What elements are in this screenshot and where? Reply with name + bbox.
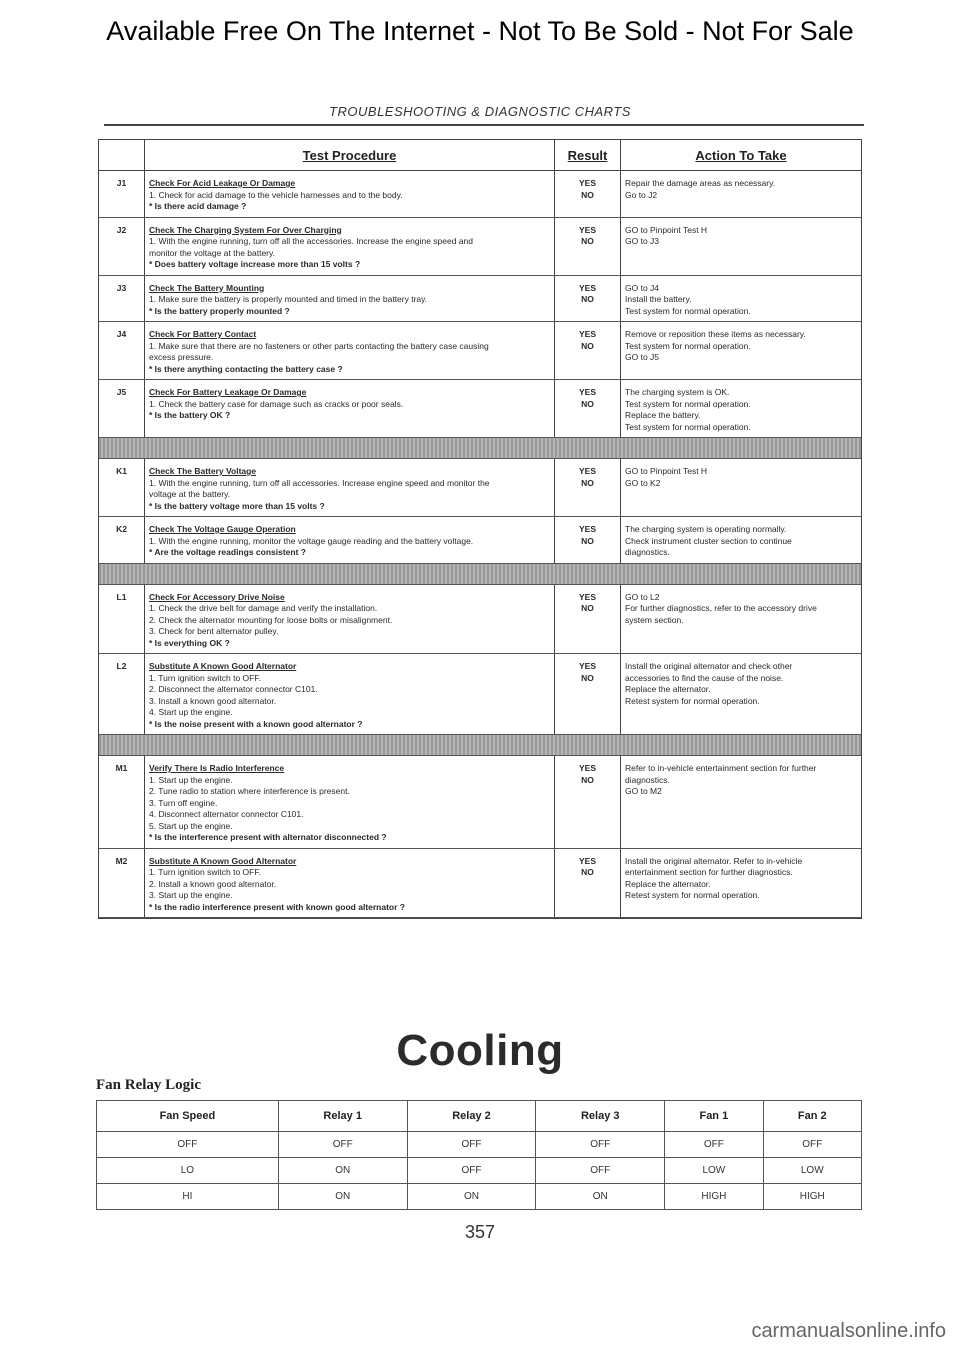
fan-relay-column-header: Relay 3: [536, 1101, 665, 1132]
result-value: YES: [578, 855, 596, 866]
action-line: GO to J4: [625, 282, 660, 293]
action-line: GO to J3: [625, 236, 660, 246]
table-cell: OFF: [97, 1132, 279, 1158]
test-procedure-cell: [145, 322, 555, 379]
result-cell: [555, 380, 621, 437]
result-cell: [555, 218, 621, 275]
result-value: NO: [581, 867, 594, 877]
step-instruction: 1. Turn ignition switch to OFF.: [149, 867, 261, 877]
step-instruction: 3. Check for bent alternator pulley.: [149, 626, 279, 636]
table-cell: OFF: [665, 1132, 763, 1158]
action-line: GO to Pinpoint Test H: [625, 224, 708, 235]
table-cell: OFF: [278, 1132, 407, 1158]
step-id: J5: [99, 380, 145, 437]
action-line: The charging system is OK.: [625, 387, 730, 397]
table-cell: HI: [97, 1184, 279, 1210]
step-title: Substitute A Known Good Alternator: [149, 855, 297, 866]
action-line: The charging system is operating normally.: [625, 524, 787, 534]
step-instruction: 1. With the engine running, monitor the voltage gauge reading and the battery voltage.: [149, 535, 474, 546]
step-question: * Is the interference present with alternator disconnected ?: [149, 832, 387, 842]
step-id: J3: [99, 276, 145, 322]
result-cell: [555, 171, 621, 217]
step-instruction: excess pressure.: [149, 352, 214, 362]
diagnostic-row: [99, 322, 861, 380]
step-instruction: 1. Check the battery case for damage such as cracks or poor seals.: [149, 398, 404, 409]
result-cell: [555, 756, 621, 848]
step-id: K2: [99, 517, 145, 563]
step-instruction: 1. Check the drive belt for damage and verify the installation.: [149, 603, 378, 613]
action-cell: [621, 380, 861, 437]
diagnostic-body: [99, 171, 861, 918]
result-cell: [555, 654, 621, 734]
table-cell: ON: [407, 1184, 536, 1210]
step-question: * Is the noise present with a known good alternator ?: [149, 718, 363, 729]
diagnostic-row: [99, 380, 861, 438]
action-line: accessories to find the cause of the noise.: [625, 672, 784, 683]
step-instruction: 2. Install a known good alternator.: [149, 878, 277, 889]
table-row: [97, 1158, 862, 1184]
step-title: Check The Battery Voltage: [149, 466, 257, 476]
result-value: YES: [578, 282, 596, 293]
result-value: NO: [581, 774, 594, 785]
diagnostic-row: [99, 585, 861, 655]
diagnostic-row: [99, 276, 861, 323]
step-instruction: 1. With the engine running, turn off all the accessories. Increase the engine speed and: [149, 236, 473, 246]
action-cell: [621, 218, 861, 275]
step-instruction: 5. Start up the engine.: [149, 820, 233, 831]
action-line: Retest system for normal operation.: [625, 695, 760, 706]
action-cell: [621, 276, 861, 322]
step-id: K1: [99, 459, 145, 516]
step-question: * Is the radio interference present with known good alternator ?: [149, 901, 405, 912]
result-cell: [555, 517, 621, 563]
step-title: Substitute A Known Good Alternator: [149, 661, 297, 671]
step-title: Check The Voltage Gauge Operation: [149, 524, 296, 534]
table-cell: LOW: [763, 1158, 861, 1184]
table-cell: ON: [536, 1184, 665, 1210]
test-procedure-cell: [145, 849, 555, 918]
test-procedure-cell: [145, 218, 555, 275]
test-procedure-cell: [145, 756, 555, 848]
section-title: Cooling: [396, 1026, 564, 1075]
step-question: * Is there anything contacting the battery case ?: [149, 363, 343, 374]
step-instruction: 3. Turn off engine.: [149, 797, 218, 808]
step-title: Check For Accessory Drive Noise: [149, 591, 285, 602]
step-instruction: 1. Check for acid damage to the vehicle harnesses and to the body.: [149, 189, 403, 200]
step-title: Check For Battery Leakage Or Damage: [149, 387, 307, 397]
action-cell: [621, 517, 861, 563]
table-row: [97, 1184, 862, 1210]
test-procedure-cell: [145, 459, 555, 516]
action-line: Retest system for normal operation.: [625, 890, 760, 900]
fan-relay-column-header: Fan 1: [665, 1101, 763, 1132]
step-title: Check The Charging System For Over Charging: [149, 224, 342, 235]
action-line: GO to Pinpoint Test H: [625, 466, 708, 476]
action-line: Replace the battery.: [625, 410, 701, 420]
test-procedure-cell: [145, 585, 555, 654]
fan-relay-caption: Fan Relay Logic: [96, 1077, 201, 1093]
step-question: * Is there acid damage ?: [149, 201, 247, 211]
step-instruction: voltage at the battery.: [149, 489, 231, 499]
action-line: Check instrument cluster section to continue: [625, 535, 792, 546]
action-line: For further diagnostics, refer to the accessory drive: [625, 603, 817, 613]
result-value: NO: [581, 477, 594, 488]
result-value: YES: [578, 224, 596, 235]
diagnostic-row: [99, 654, 861, 735]
action-line: Install the original alternator and check other: [625, 661, 793, 671]
action-line: Test system for normal operation.: [625, 398, 751, 409]
action-cell: [621, 654, 861, 734]
step-id: M1: [99, 756, 145, 848]
step-instruction: 2. Disconnect the alternator connector C101.: [149, 684, 318, 694]
step-instruction: 4. Start up the engine.: [149, 707, 233, 717]
step-question: * Is everything OK ?: [149, 637, 230, 648]
test-procedure-header: Test Procedure: [145, 140, 555, 170]
table-cell: LO: [97, 1158, 279, 1184]
step-instruction: 1. With the engine running, turn off all accessories. Increase engine speed and monitor the: [149, 477, 490, 488]
result-cell: [555, 849, 621, 918]
result-cell: [555, 459, 621, 516]
step-id: L2: [99, 654, 145, 734]
step-instruction: 1. Turn ignition switch to OFF.: [149, 672, 261, 683]
step-instruction: 4. Disconnect alternator connector C101.: [149, 809, 304, 819]
result-value: NO: [581, 398, 594, 409]
action-cell: [621, 756, 861, 848]
result-value: NO: [581, 340, 594, 351]
result-value: YES: [578, 591, 596, 602]
result-value: YES: [578, 466, 596, 476]
step-question: * Is the battery OK ?: [149, 410, 231, 420]
action-line: GO to L2: [625, 591, 660, 602]
result-value: YES: [578, 178, 596, 188]
fan-relay-column-header: Fan Speed: [97, 1101, 279, 1132]
step-instruction: monitor the voltage at the battery.: [149, 247, 275, 258]
diagnostic-row: [99, 517, 861, 564]
diagnostic-row: [99, 459, 861, 517]
section-separator: [99, 735, 861, 756]
id-header: [99, 140, 145, 170]
result-header: Result: [555, 140, 621, 170]
table-cell: OFF: [407, 1132, 536, 1158]
table-cell: OFF: [763, 1132, 861, 1158]
action-line: diagnostics.: [625, 547, 670, 557]
action-line: entertainment section for further diagnostics.: [625, 867, 793, 877]
action-line: Install the battery.: [625, 294, 692, 304]
table-cell: OFF: [536, 1158, 665, 1184]
step-question: * Does battery voltage increase more than 15 volts ?: [149, 259, 361, 269]
action-cell: [621, 585, 861, 654]
action-header: Action To Take: [695, 147, 787, 163]
step-question: * Are the voltage readings consistent ?: [149, 547, 306, 557]
result-value: NO: [581, 294, 594, 304]
step-title: Check The Battery Mounting: [149, 282, 265, 293]
chart-title: TROUBLESHOOTING & DIAGNOSTIC CHARTS: [329, 104, 631, 119]
step-question: * Is the battery voltage more than 15 volts ?: [149, 500, 325, 511]
action-cell: [621, 459, 861, 516]
title-rule: [104, 124, 864, 126]
section-separator: [99, 564, 861, 585]
action-line: GO to K2: [625, 477, 661, 488]
test-procedure-cell: [145, 380, 555, 437]
fan-relay-body: [97, 1132, 862, 1210]
page-number: 357: [464, 1222, 496, 1242]
section-separator: [99, 438, 861, 459]
action-line: Test system for normal operation.: [625, 421, 751, 432]
step-id: J4: [99, 322, 145, 379]
step-instruction: 3. Install a known good alternator.: [149, 695, 277, 706]
action-line: system section.: [625, 614, 684, 625]
table-cell: OFF: [407, 1158, 536, 1184]
table-cell: OFF: [536, 1132, 665, 1158]
diagnostic-row: [99, 849, 861, 919]
step-id: M2: [99, 849, 145, 918]
action-line: GO to M2: [625, 786, 662, 796]
action-line: Go to J2: [625, 189, 658, 200]
table-cell: LOW: [665, 1158, 763, 1184]
action-line: Test system for normal operation.: [625, 305, 751, 316]
result-value: YES: [578, 763, 596, 773]
action-line: Test system for normal operation.: [625, 340, 751, 351]
test-procedure-cell: [145, 276, 555, 322]
result-value: YES: [578, 524, 596, 534]
table-cell: ON: [278, 1158, 407, 1184]
table-cell: HIGH: [665, 1184, 763, 1210]
step-id: L1: [99, 585, 145, 654]
fan-relay-table: [96, 1100, 862, 1210]
fan-relay-column-header: Fan 2: [763, 1101, 861, 1132]
action-line: diagnostics.: [625, 774, 670, 785]
step-id: J2: [99, 218, 145, 275]
action-line: GO to J5: [625, 352, 660, 362]
step-question: * Is the battery properly mounted ?: [149, 305, 290, 316]
test-procedure-cell: [145, 171, 555, 217]
action-line: Replace the alternator.: [625, 878, 711, 889]
result-value: YES: [578, 329, 596, 339]
step-id: J1: [99, 171, 145, 217]
action-cell: [621, 171, 861, 217]
fan-relay-column-header: Relay 2: [407, 1101, 536, 1132]
step-title: Verify There Is Radio Interference: [149, 763, 285, 773]
step-instruction: 2. Check the alternator mounting for loose bolts or misalignment.: [149, 614, 393, 625]
step-instruction: 2. Tune radio to station where interference is present.: [149, 786, 350, 796]
step-instruction: 1. Make sure the battery is properly mounted and timed in the battery tray.: [149, 294, 428, 304]
test-procedure-cell: [145, 654, 555, 734]
step-title: Check For Battery Contact: [149, 329, 257, 339]
fan-relay-column-header: Relay 1: [278, 1101, 407, 1132]
step-instruction: 1. Start up the engine.: [149, 774, 233, 785]
step-instruction: 3. Start up the engine.: [149, 890, 233, 900]
action-line: Remove or reposition these items as necessary.: [625, 329, 806, 339]
table-cell: ON: [278, 1184, 407, 1210]
watermark: carmanualsonline.info: [751, 1320, 946, 1342]
result-value: NO: [581, 189, 594, 200]
action-cell: [621, 322, 861, 379]
page-banner: Available Free On The Internet - Not To Be Sold - Not For Sale: [106, 16, 854, 46]
result-value: NO: [581, 672, 594, 683]
diagnostic-row: [99, 218, 861, 276]
action-cell: [621, 849, 861, 918]
result-value: NO: [581, 535, 594, 546]
result-value: NO: [581, 236, 594, 246]
result-value: NO: [581, 603, 594, 613]
action-line: Repair the damage areas as necessary.: [625, 178, 776, 188]
result-cell: [555, 322, 621, 379]
step-title: Check For Acid Leakage Or Damage: [149, 178, 296, 188]
diagnostic-row: [99, 756, 861, 849]
diagnostic-header-row: [99, 140, 861, 171]
result-value: YES: [578, 387, 596, 397]
diagnostic-row: [99, 171, 861, 218]
step-instruction: 1. Make sure that there are no fasteners or other parts contacting the battery case causing: [149, 340, 489, 351]
action-line: Replace the alternator.: [625, 684, 711, 694]
action-line: Install the original alternator. Refer to in-vehicle: [625, 855, 803, 866]
table-cell: HIGH: [763, 1184, 861, 1210]
test-procedure-cell: [145, 517, 555, 563]
result-value: YES: [578, 661, 596, 671]
result-cell: [555, 585, 621, 654]
table-row: [97, 1132, 862, 1158]
result-cell: [555, 276, 621, 322]
action-line: Refer to in-vehicle entertainment section for further: [625, 763, 817, 773]
fan-relay-header-row: [97, 1101, 862, 1132]
diagnostic-table: [98, 139, 862, 919]
